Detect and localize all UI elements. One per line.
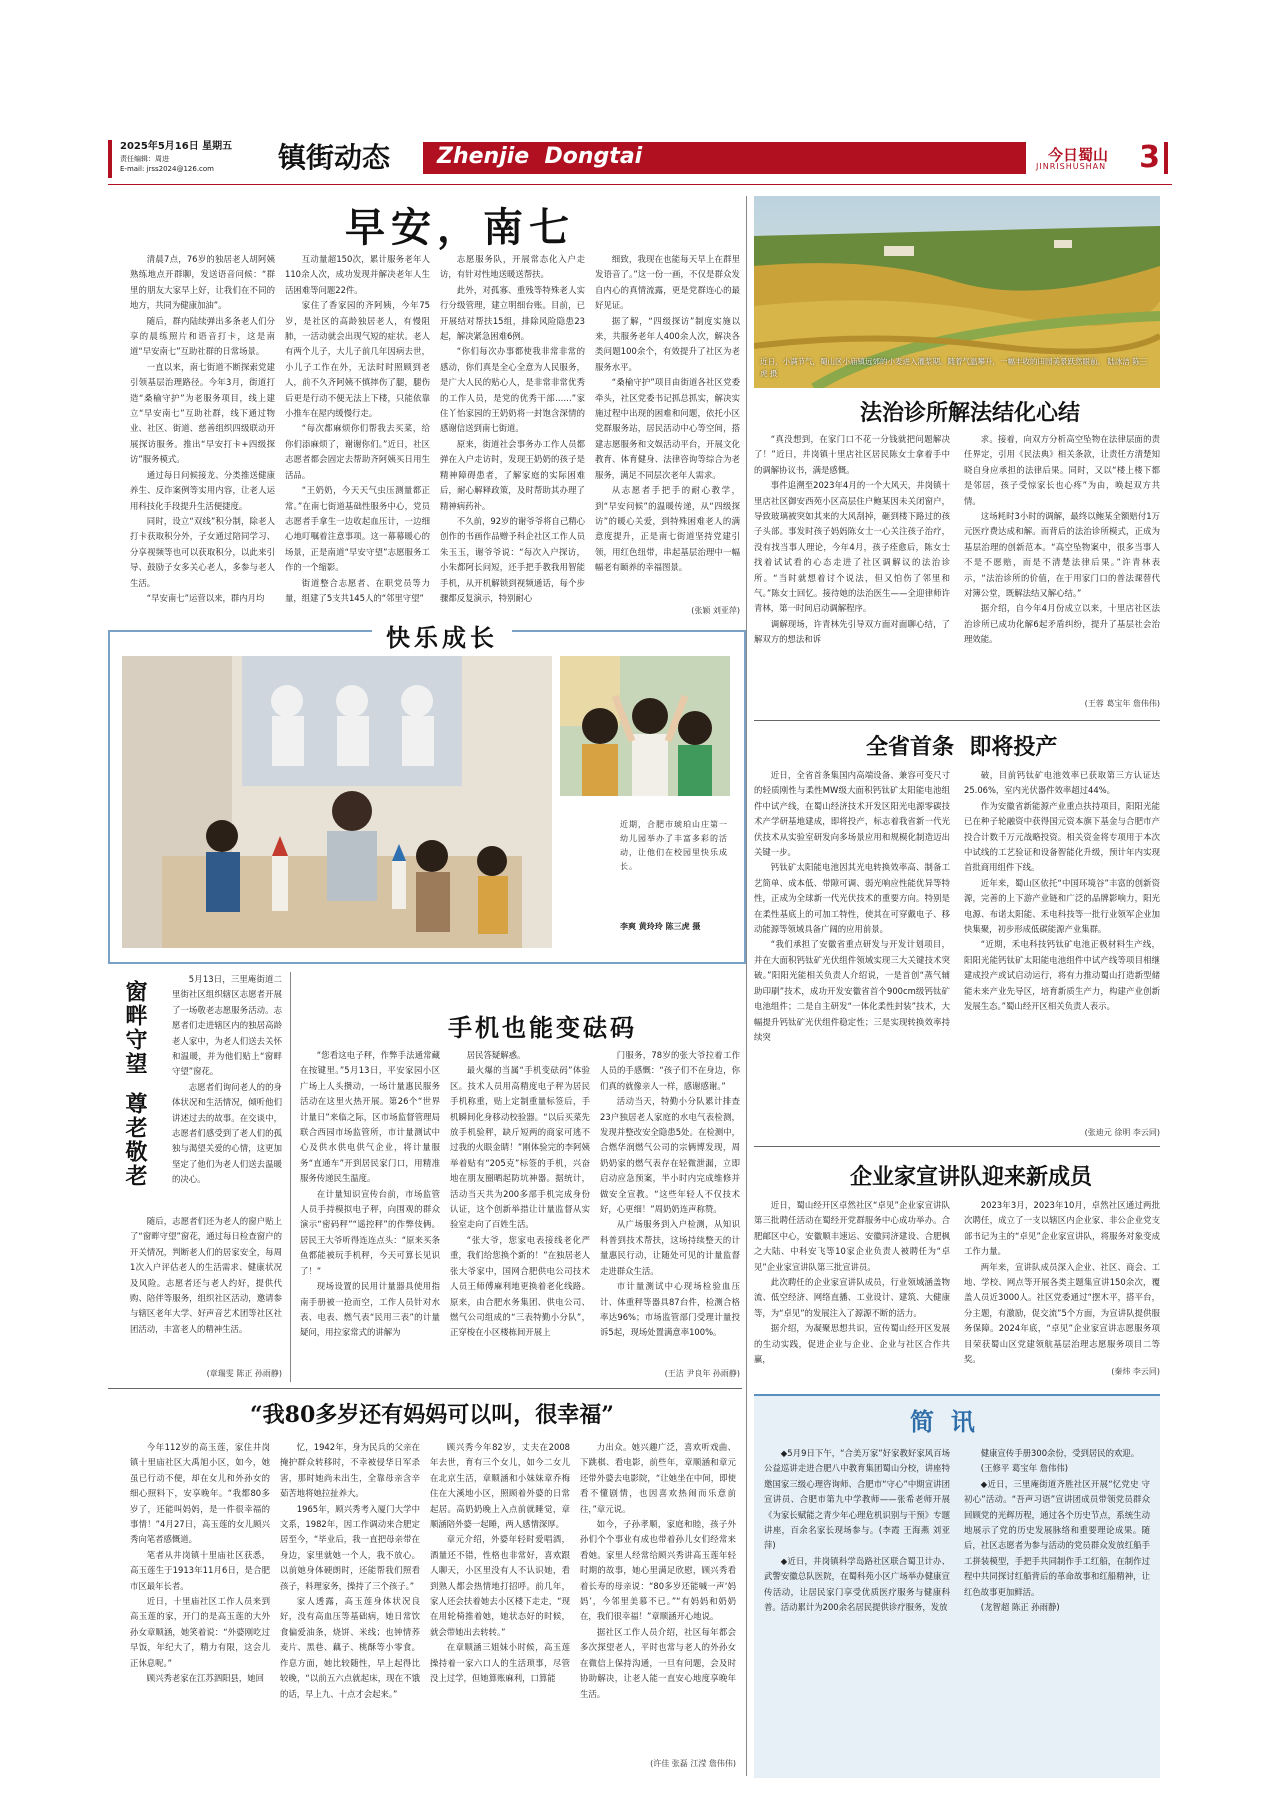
article7-signature: (秦炜 李云同) bbox=[1111, 1367, 1160, 1376]
article2-c2-paragraph: 这场耗时3小时的调解，最终以鲍某全额赔付1万元医疗费达成和解。而背后的法治诊所模式，正成为基层治理的创新范本。“高空坠物案中，很多当事人不是不愿赔，而是不清楚法律后果。”许青林表示，“法治诊所的价值，在于用家门口的普法课替代对簿公堂，既解法结又解心结。” bbox=[964, 511, 1160, 599]
article2-signature: (王蓉 葛宝年 詹伟伟) bbox=[1084, 699, 1160, 708]
article6-c1-paragraph: 现场设置的民用计量器具使用指南手册被一抢而空，工作人员针对水表、电表、燃气表“民用三表”的计量疑问，用拉家常式的讲解为 bbox=[300, 1281, 440, 1338]
briefs-c2-paragraph: 健康宣传手册300余份，受到居民的欢迎。 bbox=[980, 1448, 1140, 1458]
article1-c1-paragraph: 随后，群内陆续弹出多条老人们分享的晨练照片和语音打卡，这是南道“早安南七”互助社群的日常场景。 bbox=[130, 315, 275, 357]
article8-c4-paragraph: 据社区工作人员介绍，社区每年都会多次探望老人，平时也常与老人的外孙女在微信上保持沟通，一旦有问题，会及时协助解决，让老人能一直安心地度享晚年生活。 bbox=[580, 1626, 736, 1699]
kids-cheering-photo bbox=[560, 656, 730, 796]
article5-signature: (章瑞雯 陈正 孙雨静) bbox=[206, 1369, 282, 1378]
article8-c4-paragraph: 力出众。她兴趣广泛，喜欢听戏曲、下跳棋、看电影，前些年，章顺涵和章元还带外婆去电影院，“让她坐在中间，即使看不懂剧情，也因喜欢热闹而乐意前往，”章元说。 bbox=[580, 1442, 736, 1514]
article8-col-1 bbox=[130, 1440, 270, 1770]
briefs-c2-paragraph: ◆近日，三里庵街道齐胜社区开展“忆党史 守初心”活动。“吾声习语”宣讲团成员带领党员群众回顾党的光辉历程，通过各个历史节点，系统生动地展示了党的历史发展脉络和重要理论成果。随后，社区志愿者为参与活动的党员群众发放红船手工拼装模型，手把手共同制作手工红船，在制作过程中共同探讨红船背后的革命故事和红船精神，让红色故事更加鲜活。 bbox=[964, 1478, 1150, 1597]
section-band bbox=[423, 142, 1168, 174]
masthead bbox=[108, 140, 1172, 178]
article2-c2-paragraph: 求。接着，向双方分析高空坠物在法律层面的责任界定，引用《民法典》相关条款，让责任方清楚知晓自身应承担的法律后果。同时，又以“楼上楼下都是邻居，孩子受惊家长也心疼”为由，唤起双方共情。 bbox=[964, 434, 1160, 506]
article7-c1-paragraph: 近日，蜀山经开区卓然社区“卓见”企业家宣讲队第三批聘任活动在蜀经开党群服务中心成功举办。合肥邮区中心，安徽顺丰速运、安徽同济建设、合肥枫之大陆、中科安飞等10家企业负责人被聘任为“卓见”企业家宣讲队第三批宣讲员。 bbox=[754, 1200, 950, 1272]
article8-col-2 bbox=[280, 1440, 420, 1770]
article4-c2-paragraph: 作为安徽省新能源产业重点扶持项目，阳阳光能已在种子轮融资中获得国元资本旗下基金与合肥市产投合计数千万元战略投资。相关资金将专项用于本次中试线的工艺验证和设备智能化升级，预计年内实现首批商用组件下线。 bbox=[964, 800, 1160, 873]
masthead-email: E-mail: jrss2024@126.com bbox=[120, 165, 214, 173]
article1-c3-paragraph: “你们每次办事都使我非常非常的感动，你们真是全心全意为人民服务，是广大人民的贴心人，是非常非常优秀的工作人员，是党的优秀干部……”家住丫怡家园的王奶奶将一封饱含深情的感谢信送到南七街道。 bbox=[440, 346, 585, 434]
article6-signature: (王洁 尹良年 孙雨静) bbox=[664, 1369, 740, 1378]
article6-col-2 bbox=[450, 1048, 590, 1374]
article4-col-2 bbox=[964, 768, 1160, 1128]
briefs-c2-paragraph: (王修平 葛宝年 詹伟伟) bbox=[980, 1463, 1069, 1474]
article1-c1-paragraph: “早安南七”运营以来，群内月均 bbox=[146, 592, 265, 603]
classroom-image bbox=[122, 656, 552, 948]
article8-c2-paragraph: 忆，1942年，身为民兵的父亲在掩护群众转移时，不幸被侵华日军杀害，那时她尚未出生，全靠母亲含辛茹苦地将她拉扯养大。 bbox=[280, 1442, 420, 1499]
briefs-col-1 bbox=[764, 1446, 950, 1768]
article2-c1-paragraph: 事件追溯至2023年4月的一个大风天，井岗镇十里店社区御安西苑小区高层住户鲍某因未关闭窗户，导致玻璃被突如其来的大风刮掉，砸到楼下路过的孩子头部。事发时孩子妈妈陈女士一心关注孩子治疗，没有找当事人理论，今年4月，孩子痊愈后，陈女士找着试试看的心态走进了社区调解议的法治诊所。“当时就想着讨个说法，但又怕伤了邻里和气。”陈女士回忆。接待她的法治医生——全迎律师许青林，第一时间启动调解程序。 bbox=[754, 480, 950, 614]
article6-8-divider bbox=[108, 1388, 742, 1389]
kids-cheering-image bbox=[560, 656, 730, 796]
article7-c2-paragraph: 两年来，宣讲队成员深入企业、社区、商会、工地、学校、网点等开展各类主题集宣讲150余次，覆盖人员近3000人。社区党委通过“摆木平，搭平台，分主题，有激励，促交流”5个方面，为宣讲队提供服务保障。2024年底，“卓见”企业家宣讲志愿服务项目荣获蜀山区党建领航基层治理志愿服务项目二等奖。 bbox=[964, 1261, 1160, 1365]
article4-col-1 bbox=[754, 768, 950, 1128]
article1-c2-paragraph: “王奶奶，今天天气虫压测量都正常。”在南七街道基础性服务中心，党员志愿者手拿生一边收起血压计，一边细心地叮嘱着注意事项。这一幕幕暖心的场景，正是南道“早安守望”志愿服务工作的一个缩影。 bbox=[285, 485, 430, 573]
article1-col-3 bbox=[440, 252, 585, 624]
briefs-c1-paragraph: ◆近日，井岗镇科学岛路社区联合蜀卫计办、武警安徽总队医院，在蜀科苑小区广场举办健康宣传活动，让居民家门享受优质医疗服务与健康科普。活动累计为200余名居民提供诊疗服务，发放 bbox=[764, 1555, 950, 1613]
article6-c3-paragraph: 从广场服务到入户检测，从知识科普到技术帮扶，这场持续整天的计量惠民行动，让随处可见的计量监督走进群众生活。 bbox=[600, 1219, 740, 1276]
briefs-c1-paragraph: ◆5月9日下午，“合美万家”好家教好家风百场公益巡讲走进合肥八中教育集团蜀山分校，讲座特邀国家三级心理咨询师、合肥市“守心”中期宣讲团宣讲员、合肥市第九中学教师——张希老师开展《为家长赋能之青少年心理危机识别与干预》专题讲座，百余名家长现场参与。(李霞 王海燕 刘亚萍) bbox=[764, 1448, 950, 1551]
article4-c2-paragraph: 近年来，蜀山区依托“中国环境谷”丰富的创新资源，完善的上下游产业链和广泛的品牌影响力，阳光电源、布诺太阳能、禾电科技等一批行业领军企业加快集聚，初步形成低碳能源产业集群。 bbox=[964, 877, 1160, 935]
article6-c3-paragraph: 市计量测试中心现场检验血压计、体重秤等器具87台件，检测合格率达96%；市场监管部门受理计量投诉5起，现场处置满意率100%。 bbox=[600, 1281, 740, 1338]
article5-col-2 bbox=[130, 1214, 282, 1368]
article1-c3-paragraph: 不久前，92岁的谢爷爷将自己精心创作的书画作品赠予科企社区工作人员朱玉玉，谢爷爷说：“每次入户探访，小朱都阿长问短，还手把手教我用智能手机，从开机解锁到视频通话，每个步骤都反复演示，特别耐心 bbox=[440, 515, 585, 603]
article1-title: 早安，南七 bbox=[345, 204, 575, 251]
article7-col-2 bbox=[964, 1198, 1160, 1368]
article4-c1-paragraph: 钙钛矿太阳能电池因其光电转换效率高、制备工艺简单、成本低、带隙可调、弱光响应性能优异等特性，正成为全球新一代光伏技术的重要方向。特别是在柔性基底上的可加工特性，使其在可穿戴电子、移动能源等领域具备广阔的应用前景。 bbox=[754, 862, 950, 935]
article7-title: 企业家宣讲队迎来新成员 bbox=[850, 1164, 1093, 1190]
article8-c1-paragraph: 今年112岁的高玉莲，家住井岗镇十里庙社区大禹旭小区，如今，她虽已行动不便，却在女儿和外孙女的细心照料下，安享晚年。“我都80多岁了，还能叫妈妈，是一件很幸福的事情！”4月27日，高玉莲的女儿顾兴秀向笔者感慨道。 bbox=[130, 1442, 270, 1545]
article6-title: 手机也能变砝码 bbox=[448, 1013, 637, 1042]
article1-c1-paragraph: 通过每日问候接龙、分类推送健康养生、反诈案例等实用内容，让老人运用科技化手段提升生活便捷度。 bbox=[130, 469, 275, 511]
article1-c1-paragraph: 一直以来，南七街道不断探索党建引领基层治理路径。今年3月，街道打造“桑榆守护”为老服务项目，线上建立“早安南七”互助社群，线下通过物业、社区、街道、慈善组织四级联动开展探访服务。推出“早安打卡+四级探访”服务模式。 bbox=[130, 361, 275, 465]
article7-c1-paragraph: 此次聘任的企业家宣讲队成员，行业领域涵盖物流、低空经济、网络直播、工业设计、建筑、大健康等，为“卓见”的发展注入了源源不断的活力。 bbox=[754, 1277, 950, 1318]
article8-c3-paragraph: 在章顺涵三姐妹小时候，高玉莲操持着一家六口人的生活琐事，尽管没上过学，但她算账麻利，口算能 bbox=[430, 1642, 570, 1684]
article8-c2-paragraph: 家人透露，高玉莲身体状况良好，没有高血压等基础病，她日常饮食偏爱油条，烧饼、米线；也钟情荞麦片、黑巷、藕子、桃酥等小零食。作息方面，她比较随性，早上起得比较晚，“以前五六点就起床，现在不饿的话，早上九、十点才会起来。” bbox=[280, 1596, 420, 1699]
article5-col-1 bbox=[172, 972, 282, 1212]
article2-col-2 bbox=[964, 432, 1160, 717]
happy-growth-caption: 近期，合肥市琥珀山庄第一幼儿园举办了丰富多彩的活动，让他们在校园里快乐成长。 bbox=[620, 820, 728, 871]
article8-c1-paragraph: 笔者从井岗镇十里庙社区获悉，高玉莲生于1913年11月6日，是合肥市区最年长者。 bbox=[130, 1549, 270, 1591]
article2-title: 法治诊所解法结化心结 bbox=[860, 400, 1081, 426]
article1-col-1 bbox=[130, 252, 275, 624]
article1-col-2 bbox=[285, 252, 430, 624]
article7-col-1 bbox=[754, 1198, 950, 1378]
page-number: 3 bbox=[1139, 140, 1160, 175]
article8-c3-paragraph: 章元介绍，外婆年轻时爱唱酒，酒量还不错，性格也非常好，喜欢跟人聊天，小区里没有人不认识她，看到熟人都会热情地打招呼。前几年，家人还会扶着她去小区楼下走走，“现在用轮椅推着她，她状态好的时候，就会带她出去转转。” bbox=[430, 1534, 570, 1637]
article1-c4-paragraph: 细致，我现在也能每天早上在群里发语音了。”这一份一画，不仅是群众发自内心的真情流露，更是党群连心的最好见证。 bbox=[595, 254, 740, 311]
article2-col-1 bbox=[754, 432, 950, 717]
article8-c1-paragraph: 顾兴秀老家在江苏泗阳县，她回 bbox=[146, 1673, 265, 1684]
article6-c3-paragraph: 门服务，78岁的张大爷拉着工作人员的手感慨：“孩子们不在身边，你们真的就像亲人一样，感谢感谢。” bbox=[600, 1050, 740, 1091]
article2-c1-paragraph: 调解现场，许青林先引导双方面对面聊心结，了解双方的想法和诉 bbox=[754, 618, 950, 645]
top-rule bbox=[108, 184, 1172, 185]
article6-c3-paragraph: 活动当天，特勤小分队累计排查23户独居老人家庭的水电气表检测，发现并整改安全隐患5处。在检测中，合燃华润燃气公司的宗俩博发现，周奶奶家的燃气表存在轻微泄漏，立即启动应急预案，半小时内完成维修并做安全宣教。“这些年轻人不仅技术好，心更细！”周奶奶连声称赞。 bbox=[600, 1096, 740, 1215]
article1-signature: (张颖 刘亚萍) bbox=[691, 606, 740, 615]
article5-c1-paragraph: 5月13日，三里庵街道二里街社区组织辖区志愿者开展了一场敬老志愿服务活动。志愿者们走进辖区内的独居高龄老人家中，为老人们送去关怀和温暖，并为他们贴上“窗畔守望”窗花。 bbox=[172, 974, 282, 1077]
article8-c4-paragraph: 如今，子孙孝顺，家庭和睦，孩子外孙们个个事业有成也带着孙儿女们经常来看她。家里人经常给顾兴秀讲高玉莲年轻时期的故事，她心里满足欣慰，顾兴秀看着长寿的母亲说：“80多岁还能喊一声‘妈妈’，今邻里美慕不已。”“有妈妈和奶奶在，我们很幸福！”章顺涵开心地说。 bbox=[580, 1519, 736, 1622]
article6-c2-paragraph: “张大爷，您家电表接线老化严重，我们给您换个新的！”在独居老人张大爷家中，国网合肥供电公司技术人员王师傅麻利地更换着老化线路。原来，由合肥水务集团、供电公司、燃气公司组成的“三表特勤小分队”，正穿梭在小区楼栋间开展上 bbox=[450, 1234, 590, 1338]
article8-title: “我80多岁还有妈妈可以叫，很幸福” bbox=[250, 1402, 614, 1428]
article1-c2-paragraph: 互动量超150次，累计服务老年人110余人次，成功发现并解决老年人生活困难等问题22件。 bbox=[285, 254, 430, 295]
section-title: 镇街动态 bbox=[278, 141, 391, 174]
article1-c1-paragraph: 同时，设立“双线”积分制，除老人打卡获取积分外，子女通过陪同学习、分享视频等也可以获取积分，以此来引导、鼓励子女多关心老人，多参与老人生活。 bbox=[130, 515, 275, 588]
article2-c1-paragraph: “真没想到，在家门口不花一分钱就把问题解决了！”近日，井岗镇十里店社区居民陈女士拿着手中的调解协议书，满是感慨。 bbox=[754, 434, 950, 475]
article6-c2-paragraph: 最火爆的当属“手机变砝码”体验区。技术人员用高精度电子秤为居民手机称重，贴上定制重量标签后，手机瞬间化身移动校验器。“以后买菜先放手机验秤，缺斤短两的商家可逃不过我的火眼金睛！”刚体验完的李阿姨举着贴有“205克”标签的手机，兴奋地在朋友圈晒起防坑神器。据统计，活动当天共为200多部手机完成身份认证，这个创新举措让计量监督从实验室走向了百姓生活。 bbox=[450, 1065, 590, 1230]
briefs-col-2 bbox=[964, 1446, 1150, 1768]
article1-c3-paragraph: 志愿服务队，开展常态化入户走访，有针对性地送暖送帮扶。 bbox=[440, 254, 585, 280]
article8-col-4 bbox=[580, 1440, 736, 1758]
article6-col-3 bbox=[600, 1048, 740, 1374]
wheat-field-photo bbox=[754, 196, 1160, 388]
briefs-title: 简 讯 bbox=[910, 1407, 975, 1436]
article6-c1-paragraph: “您看这电子秤，作弊手法通常藏在按键里。”5月13日，平安家园小区广场上人头攒动，一场计量惠民服务活动在这里火热开展。第26个“世界计量日”来临之际，区市场监督管理局联合西园市场监管所，市计量测试中心及供水供电供气企业，将计量服务“直通车”开到居民家门口，用精准服务传递民生温度。 bbox=[300, 1050, 440, 1184]
article7-c1-paragraph: 据介绍，为凝聚思想共识，宣传蜀山经开区发展的生动实践，促进企业与企业、企业与社区合作共赢， bbox=[754, 1323, 950, 1365]
article5-divider bbox=[290, 972, 291, 1382]
article5-title-a: 窗畔守望 bbox=[122, 980, 148, 1076]
center-divider bbox=[746, 196, 747, 1776]
article5-c2-paragraph: 随后，志愿者们还为老人的窗户贴上了“窗畔守望”窗花，通过每日检查窗户的开关情况，判断老人们的居家安全，每周1次入户评估老人的生活需求、健康状况及风险。志愿者还与老人约好，提供代购、陪伴等服务，组织社区活动，邀请参与辖区老年大学、好声音艺术团等社区社团活动，丰富老人的精神生活。 bbox=[130, 1216, 282, 1334]
article8-c3-paragraph: 顾兴秀今年82岁，丈夫在2008年去世，育有三个女儿，如今二女儿在北京生活，章顺涵和小妹妹章乔梅住在大溪地小区，照顾着外婆的日常起居。高奶奶晚上入点前就睡觉，章顺涵陪外婆一起睡，两人感情深厚。 bbox=[430, 1442, 570, 1530]
article6-col-1 bbox=[300, 1048, 440, 1374]
article6-c1-paragraph: 在计量知识宣传台前，市场监管人员手持模拟电子秤，向围观的群众演示“密码秤”“遥控秤”的作弊伎俩。居民王大爷听得连连点头：“原来买条鱼都能被玩手机秤，今天可算长见识了！” bbox=[300, 1188, 440, 1276]
happy-growth-credit: 李爽 黄玲玲 陈三虎 摄 bbox=[620, 922, 701, 931]
article4-c2-paragraph: “近期，禾电科技钙钛矿电池正极材料生产线，阳阳光能钙钛矿太阳能电池组件中试产线等项目相继建成投产或试启动运行，将有力推动蜀山打造新型储能未来产业先导区，培育新质生产力，构建产业创新发展生态。”蜀山经开区相关负责人表示。 bbox=[964, 939, 1160, 1012]
article1-c3-paragraph: 原来，街道社会事务办工作人员都弹在入户走访时，发现王奶奶的孩子是精神障碍患者，了解家庭的实际困难后，耐心解释政策，及时帮助其办理了精神病药补。 bbox=[440, 438, 585, 511]
article5-c1-paragraph: 志愿者们询问老人的的身体状况和生活情况，倾听他们讲述过去的故事。在交谈中，志愿者们感受到了老人们的孤独与渴望关爱的心情，这更加坚定了他们为老人们送去温暖的决心。 bbox=[172, 1081, 282, 1185]
article1-c1-paragraph: 清晨7点，76岁的独居老人胡阿姨熟练地点开群聊，发送语音问候：“群里的朋友大家早上好，让我们在不同的地方，共同为健康加油”。 bbox=[130, 254, 275, 311]
article8-c1-paragraph: 近日，十里庙社区工作人员来到高玉莲的家，开门的是高玉莲的大外孙女章顺涵，她笑着说：“外婆刚吃过早饭，年纪大了，精力有限，这会儿正休息呢。” bbox=[130, 1596, 270, 1668]
article1-c2-paragraph: 家住了香家园的齐阿姨，今年75岁，是社区的高龄独居老人，有慢阻肺，一活动就会出现气短的症状。老人有两个儿子，大儿子前几年因病去世，小儿子工作在外，无法时时照顾到老人，前不久齐阿姨不慎摔伤了腿，腿伤后更是行动不便无法上下楼，只能依靠小推车在屋内缓慢行走。 bbox=[285, 300, 430, 419]
article2-4-divider bbox=[754, 720, 1160, 721]
article8-signature: (许佳 张磊 江滢 詹伟伟) bbox=[650, 1759, 736, 1768]
section-pinyin: Zhenjie Dongtai bbox=[437, 144, 643, 169]
masthead-editor: 责任编辑：周进 bbox=[120, 155, 169, 163]
paper-pinyin: JINRISHUSHAN bbox=[1036, 162, 1107, 171]
article8-c2-paragraph: 1965年，顾兴秀考入厦门大学中文系，1982年，因工作调动来合肥定居至今，“毕业后，我一直把母亲带在身边，家里就她一个人，我不放心。以前她身体硬朗时，还能帮我们照看孩子，料理家务，操持了三个孩子。” bbox=[280, 1503, 420, 1591]
classroom-photo bbox=[122, 656, 552, 948]
article1-col-4 bbox=[595, 252, 740, 624]
article7-c2-paragraph: 2023年3月，2023年10月，卓然社区通过两批次聘任，成立了一支以辖区内企业家、非公企业党支部书记为主的“卓见”企业家宣讲队，将服务对象变成工作力量。 bbox=[964, 1200, 1160, 1257]
masthead-date-block bbox=[108, 140, 280, 178]
article1-c3-paragraph: 此外，对孤寡、重残等特殊老人实行分级管理，建立明细台账。目前，已开展结对帮扶15组，排除风险隐患23起，解决紧急困难6例。 bbox=[440, 284, 585, 342]
paper-name: 今日蜀山 bbox=[1048, 146, 1109, 164]
article2-c2-paragraph: 据介绍，自今年4月份成立以来，十里店社区法治诊所已成功化解6起矛盾纠纷，提升了基层社会治理效能。 bbox=[964, 603, 1160, 645]
article3-title: 快乐成长 bbox=[372, 618, 512, 653]
article6-c2-paragraph: 居民答疑解惑。 bbox=[466, 1050, 526, 1060]
article5-title-b: 尊老敬老 bbox=[122, 1092, 148, 1188]
article1-c2-paragraph: 街道整合志愿者、在职党员等力量，组建了5支共145人的“邻里守望” bbox=[285, 577, 430, 603]
article4-c2-paragraph: 破，目前钙钛矿电池效率已获取第三方认证达25.06%，室内光伏器件效率超过44%。 bbox=[964, 770, 1160, 796]
wheat-field-caption: 近日，小满节气，蜀山区小庙镇远郊的小麦进入灌浆期。随着气温攀升，一幅丰收的田园美景跃然眼前。 陆冰洁 陈三虎 摄 bbox=[760, 357, 1148, 378]
article4-title: 全省首条 即将投产 bbox=[866, 734, 1058, 760]
masthead-date: 2025年5月16日 星期五 bbox=[120, 141, 233, 152]
article1-c2-paragraph: “每次都麻烦你们帮我去买菜，给你们添麻烦了，谢谢你们。”近日，社区志愿者都会固定去帮助齐阿姨买日用生活品。 bbox=[285, 423, 430, 480]
briefs-c2-paragraph: (龙智超 陈正 孙雨静) bbox=[980, 1602, 1060, 1613]
paper-name-block bbox=[1026, 142, 1164, 174]
article4-c1-paragraph: “我们承担了安徽省重点研发与开发计划项目，并在大面积钙钛矿光伏组件领域实现三大关键技术突破。”阳阳光能相关负责人介绍说，一是首创“蒸气辅助印刷”技术，成功开发安徽省首个900cm级钙钛矿电池组件；二是自主研发“一体化柔性封装”技术，大幅提升钙钛矿光伏组件稳定性；三是实现转换效率持续突 bbox=[754, 939, 950, 1042]
article8-col-3 bbox=[430, 1440, 570, 1770]
article4-signature: (张迪元 徐明 李云同) bbox=[1084, 1128, 1160, 1137]
article1-c4-paragraph: 从志愿者手把手的耐心教学，到“早安问候”的温暖传递，从“四级探访”的暖心关爱，到特殊困难老人的满意度提升，正是南七街道坚持党建引领，用红色纽带，串起基层治理中一幅幅老有颐养的幸福图景。 bbox=[595, 485, 740, 573]
article4-7-divider bbox=[754, 1146, 1160, 1147]
article1-c4-paragraph: “桑榆守护”项目由街道各社区党委牵头，社区党委书记抓总抓实，解决实施过程中出现的困难和问题，依托小区党群服务站，居民活动中心等空间，搭建志愿服务和文娱活动平台，开展文化教育、体育健身、法律咨询等综合为老服务，满足不同层次老年人需求。 bbox=[595, 377, 740, 480]
article1-c4-paragraph: 据了解，“四级探访”制度实施以来，共服务老年人400余人次，解决各类问题100余个，有效提升了社区为老服务水平。 bbox=[595, 315, 740, 372]
article4-c1-paragraph: 近日，全省首条集国内高端设备、兼容可变尺寸的轻质刚性与柔性MW级大面积钙钛矿太阳能电池组件中试产线，在蜀山经济技术开发区阳光电源零碳技术产学研基地建成，即将投产，标志着我省新一代光伏技术从实验室研发向多场景应用和规模化制造迈出关键一步。 bbox=[754, 770, 950, 858]
